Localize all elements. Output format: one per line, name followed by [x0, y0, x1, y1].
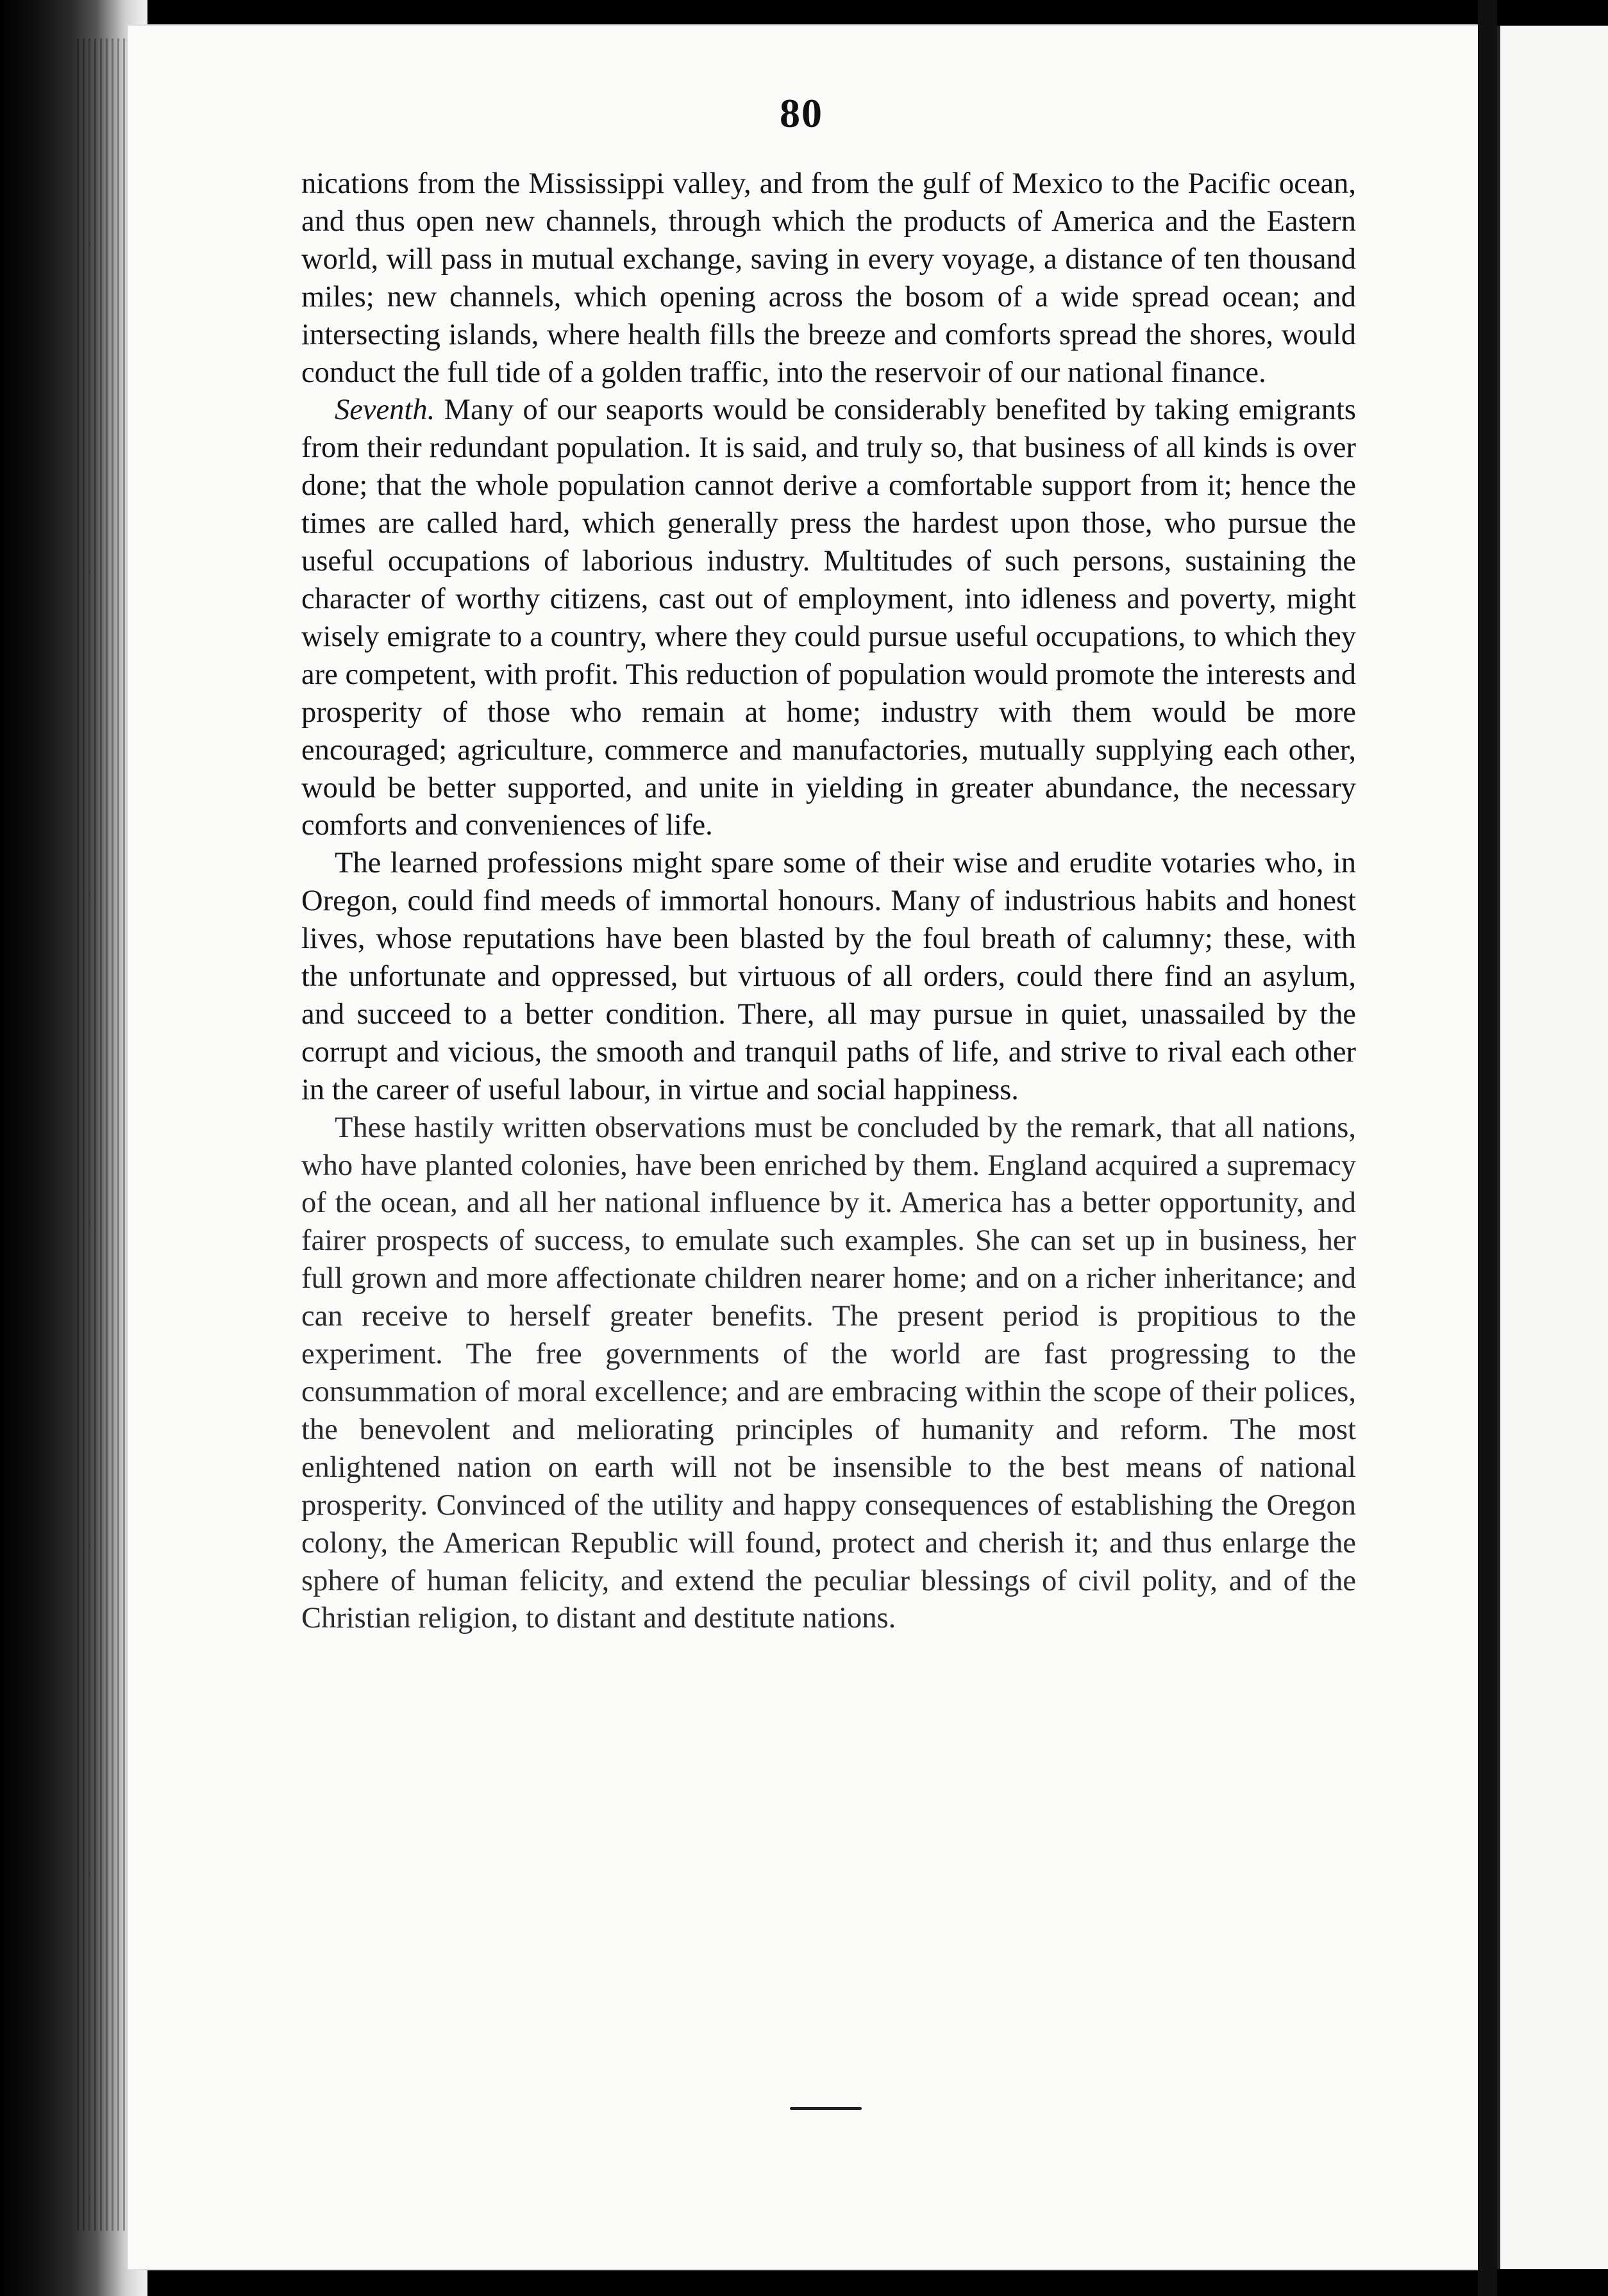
- paragraph-conclusion: These hastily written observations must be concluded by the remark, that all nations, who have planted colonies, have been enriched by them. England acquired a supremacy of the ocean, and all her national influence by it. America has a better opportunity, and fairer prospects of success, to emulate such examples. She can set up in business, her full grown and more affectionate children nearer home; and on a richer inheritance; and can receive to herself greater benefits. The present period is propitious to the experiment. The free governments of the world are fast progressing to the consummation of moral excellence; and are embracing within the scope of their polices, the benevolent and meliorating principles of humanity and reform. The most enlightened nation on earth will not be insensible to the best means of national prosperity. Convinced of the utility and happy consequences of establishing the Oregon colony, the American Republic will found, protect and cherish it; and thus enlarge the sphere of human felicity, and extend the peculiar blessings of civil polity, and of the Christian religion, to distant and destitute nations.: [301, 1111, 1356, 1635]
- paragraph-seventh-text: Many of our seaports would be considerably benefited by taking emigrants from their redundant population. It is said, and truly so, that business of all kinds is over done; that the whole population cannot derive a comfortable support from it; hence the times are called hard, which generally press the hardest upon those, who pursue the useful occupations of laborious industry. Multitudes of such persons, sustaining the character of worthy citizens, cast out of employment, into idleness and poverty, might wisely emigrate to a country, where they could pursue useful occupations, to which they are competent, with profit. This reduction of population would promote the interests and prosperity of those who remain at home; industry with them would be more encouraged; agriculture, commerce and manufactories, mutually supplying each other, would be better supported, and unite in yielding in greater abundance, the necessary comforts and conveniences of life.: [301, 394, 1357, 842]
- paragraph-continuation: nications from the Mississippi valley, and from the gulf of Mexico to the Pacific ocean, and thus open new channels, through which the products of America and the Eastern world, will pass in mutual exchange, saving in every voyage, a distance of ten thousand miles; new channels, which opening across the bosom of a wide spread ocean; and intersecting islands, where health fills the breeze and comforts spread the shores, would conduct the full tide of a golden traffic, into the reservoir of our national finance.: [301, 167, 1356, 389]
- paragraph-seventh: [301, 392, 1356, 845]
- paragraph-lead-word: Seventh.: [335, 394, 435, 427]
- paragraph-learned-professions: The learned professions might spare some of their wise and erudite votaries who, in Oregon, could find meeds of immortal honours. Many of industrious habits and honest lives, whose reputations have been blasted by the foul breath of calumny; these, with the unfortunate and oppressed, but virtuous of all orders, could there find an asylum, and succeed to a better condition. There, all may pursue in quiet, unassailed by the corrupt and vicious, the smooth and tranquil paths of life, and strive to rival each other in the career of useful labour, in virtue and social happiness.: [301, 847, 1356, 1106]
- page-body-text: [301, 165, 1356, 1638]
- page-gutter-shadow: [1478, 0, 1497, 2296]
- binding-page-edges: [77, 38, 128, 2231]
- facing-page-edge: [1497, 26, 1608, 2269]
- page-number: 80: [780, 90, 823, 136]
- end-ornament-rule: [790, 2107, 862, 2110]
